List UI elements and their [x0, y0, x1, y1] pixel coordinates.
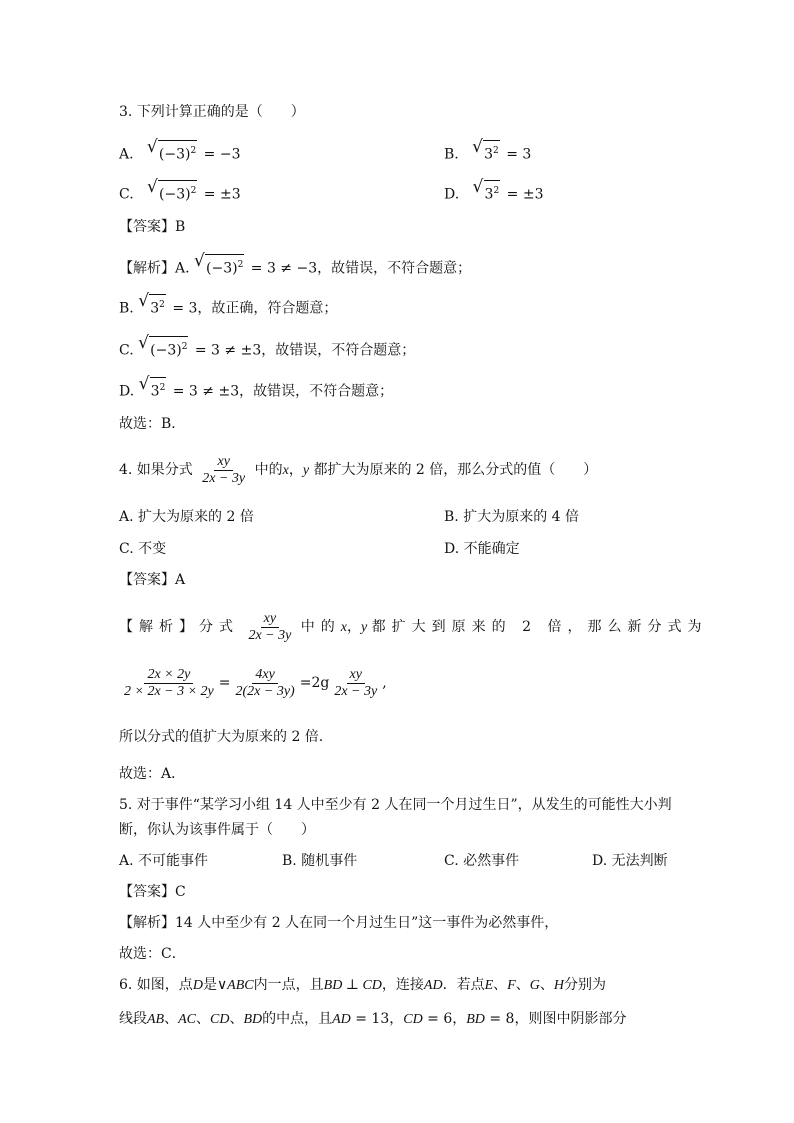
q5-option-a: A. 不可能事件 [119, 853, 209, 869]
q3-answer: 【答案】B [119, 219, 186, 235]
q3-analysis-b: B. √ $3^2 = 3$，故正确，符合题意； [119, 291, 338, 317]
sqrt-expression: √ $(-3)^2$ [146, 137, 197, 163]
q5-choose: 故选：C． [119, 946, 186, 962]
q4-conclusion: 所以分式的值扩大为原来的 2 倍. [119, 729, 324, 745]
q3-choose: 故选：B． [119, 416, 186, 432]
q5-option-c: C. 必然事件 [444, 853, 520, 869]
q4-choose: 故选：A． [119, 766, 186, 782]
q5-option-d: D. 无法判断 [592, 853, 668, 869]
q3-stem: 3. 下列计算正确的是（ ） [119, 104, 305, 120]
q4-answer: 【答案】A [119, 572, 186, 588]
q5-stem-line2: 断，你认为该事件属于（ ） [119, 822, 315, 838]
q4-stem: 4. 如果分式 $\frac{xy}{2x - 3y}$ 中的x，y 都扩大为原来的 2 倍，那么分式的值（ ） [119, 453, 598, 486]
sqrt-expression: √ $3^2$ [472, 177, 500, 203]
q3-analysis-d: D. √ $3^2 = 3 \ne \pm 3$，故错误，不符合题意； [119, 374, 394, 400]
q5-stem-line1: 5. 对于事件“某学习小组 14 人中至少有 2 人在同一个月过生日”，从发生的可能性大小判 [119, 797, 672, 813]
q4-option-b: B. 扩大为原来的 4 倍 [444, 509, 579, 525]
q3-option-d: D. √ $3^2 = \pm 3$ [444, 177, 544, 203]
q3-option-b: B. √ $3^2 = 3$ [444, 137, 532, 163]
q3-analysis-a: 【解析】A. √ $(-3)^2 = 3 \ne -3$，故错误，不符合题意； [119, 251, 472, 277]
q4-option-c: C. 不变 [119, 541, 167, 557]
sqrt-expression: √ $(-3)^2$ [147, 177, 197, 203]
q3-analysis-c: C. √ $(-3)^2 = 3 \ne \pm 3$，故错误，不符合题意； [119, 333, 416, 359]
q6-stem-line1: 6. 如图，点D是∨ABC内一点，且BD ⊥ CD，连接AD．若点E、F、G、H分别为 [119, 977, 606, 993]
fraction: $\frac{xy}{2x - 3y}$ [202, 453, 246, 486]
q4-analysis-line2: $\frac{2x \times 2y}{2 \times 2x - 3 \times 2y}$ = $\frac{4xy}{2(2x - 3y)}$ =2g $\frac{xy}{2x - 3y}$ , [124, 666, 387, 699]
q5-analysis: 【解析】14 人中至少有 2 人在同一个月过生日”这一事件为必然事件， [119, 915, 559, 931]
q5-option-b: B. 随机事件 [282, 853, 358, 869]
q6-stem-line2: 线段AB、AC、CD、BD的中点，且AD = 13，CD = 6，BD = 8，则图中阴影部分 [119, 1011, 627, 1027]
q4-analysis-line1: 【解析】分式 $\frac{xy}{2x - 3y}$ 中的x，y 都扩大到原来的 2 倍，那么新分式为 [119, 610, 708, 643]
q4-option-a: A. 扩大为原来的 2 倍 [119, 509, 254, 525]
q3-option-a: A. √ $(-3)^2 = -3$ [119, 137, 241, 163]
q4-option-d: D. 不能确定 [444, 541, 520, 557]
sqrt-expression: √ $3^2$ [472, 137, 499, 163]
q3-option-c: C. √ $(-3)^2 = \pm 3$ [119, 177, 241, 203]
q5-answer: 【答案】C [119, 884, 186, 900]
